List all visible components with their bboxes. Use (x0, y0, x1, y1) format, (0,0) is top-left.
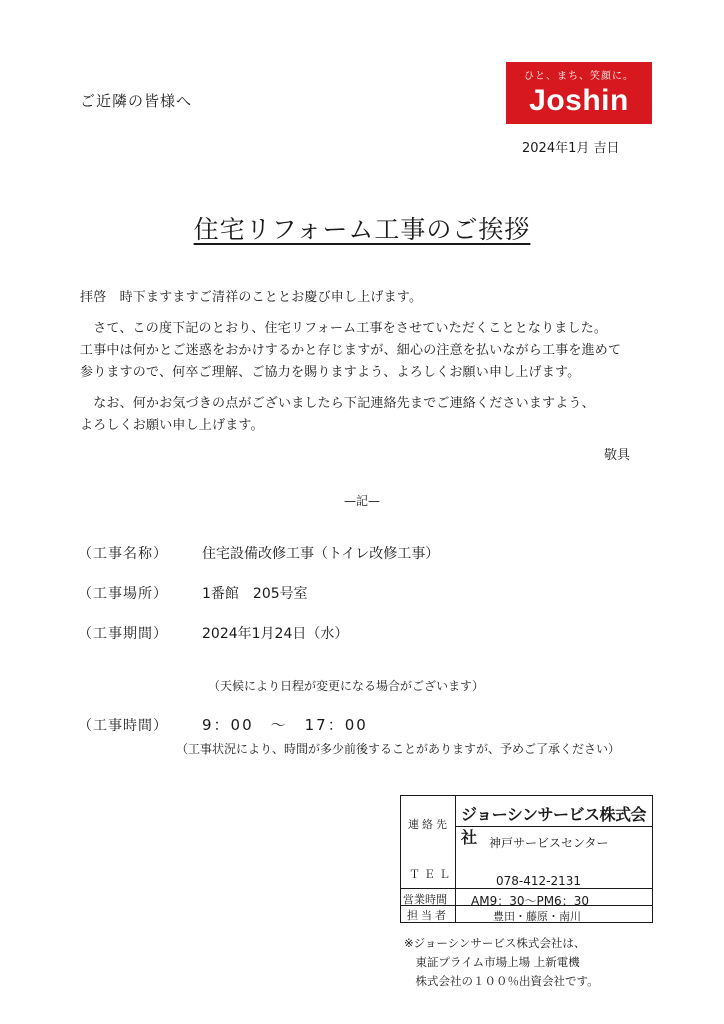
para2-line1: さて、この度下記のとおり、住宅リフォーム工事をさせていただくこととなりました。 (80, 321, 608, 336)
para3-line2: よろしくお願い申し上げます。 (80, 418, 264, 433)
work-period-value: 2024年1月24日（水） (202, 626, 349, 642)
work-name-label: （工事名称） (78, 546, 168, 562)
work-place-label: （工事場所） (78, 586, 168, 602)
closing-word: 敬具 (604, 448, 631, 463)
business-hours: AM9：30～PM6：30 (471, 894, 589, 908)
opening-line: 拝啓 時下ますますご清祥のこととお慶び申し上げます。 (80, 290, 423, 305)
para2-line2: 工事中は何かとご迷惑をおかけするかと存じますが、細心の注意を払いながら工事を進めて (80, 343, 622, 358)
work-place-value: 1番館 205号室 (202, 586, 308, 602)
para2-line3: 参りますので、何卒ご理解、ご協力を賜りますよう、よろしくお願い申し上げます。 (80, 365, 581, 380)
document-title-wrap (0, 210, 724, 246)
tel-number: 078-412-2131 (496, 874, 582, 888)
joshin-logo (506, 62, 652, 124)
logo-brand: Joshin (529, 84, 629, 117)
detail-row-period (78, 623, 348, 643)
logo-tagline: ひと、まち、笑顔に。 (524, 71, 634, 82)
hours-label: 営業時間 (403, 893, 447, 906)
tel-label: ＴＥＬ (409, 868, 454, 881)
work-period-label: （工事期間） (78, 626, 168, 642)
body-paragraph-3 (80, 393, 660, 437)
opening-paragraph (80, 287, 660, 309)
ki-heading: —記— (343, 494, 380, 508)
footnote (404, 934, 599, 991)
divider (401, 888, 652, 889)
footnote-line1: ※ジョーシンサービス株式会社は、 (404, 936, 586, 950)
work-name-value: 住宅設備改修工事（トイレ改修工事） (202, 546, 440, 562)
para3-line1: なお、何かお気づきの点がございましたら下記連絡先までご連絡くださいますよう、 (80, 396, 595, 411)
detail-row-place (78, 583, 308, 603)
company-name: ジョーシンサービス株式会社 (461, 805, 646, 847)
weather-note: （天候により日程が変更になる場合がございます） (208, 679, 485, 693)
document-date: 2024年1月 吉日 (522, 141, 620, 156)
detail-row-name (78, 543, 439, 563)
footnote-line3: 株式会社の１００％出資会社です。 (404, 974, 599, 988)
time-note: （工事状況により、時間が多少前後することがありますが、予めご了承ください） (176, 742, 621, 756)
contact-box (400, 795, 653, 923)
contact-label: 連絡先 (408, 818, 450, 831)
document-title: 住宅リフォーム工事のご挨拶 (193, 215, 531, 244)
greeting: ご近隣の皆様へ (80, 92, 193, 110)
staff-names: 豊田・藤原・南川 (493, 910, 581, 923)
service-center: 神戸サービスセンター (489, 836, 609, 850)
staff-label: 担当者 (407, 909, 449, 922)
work-time-value: 9：00 ～ 17：00 (202, 716, 368, 734)
footnote-line2: 東証プライム市場上場 上新電機 (404, 955, 580, 969)
body-paragraph-2 (80, 318, 660, 384)
detail-row-time (78, 714, 368, 735)
work-time-label: （工事時間） (78, 718, 168, 734)
